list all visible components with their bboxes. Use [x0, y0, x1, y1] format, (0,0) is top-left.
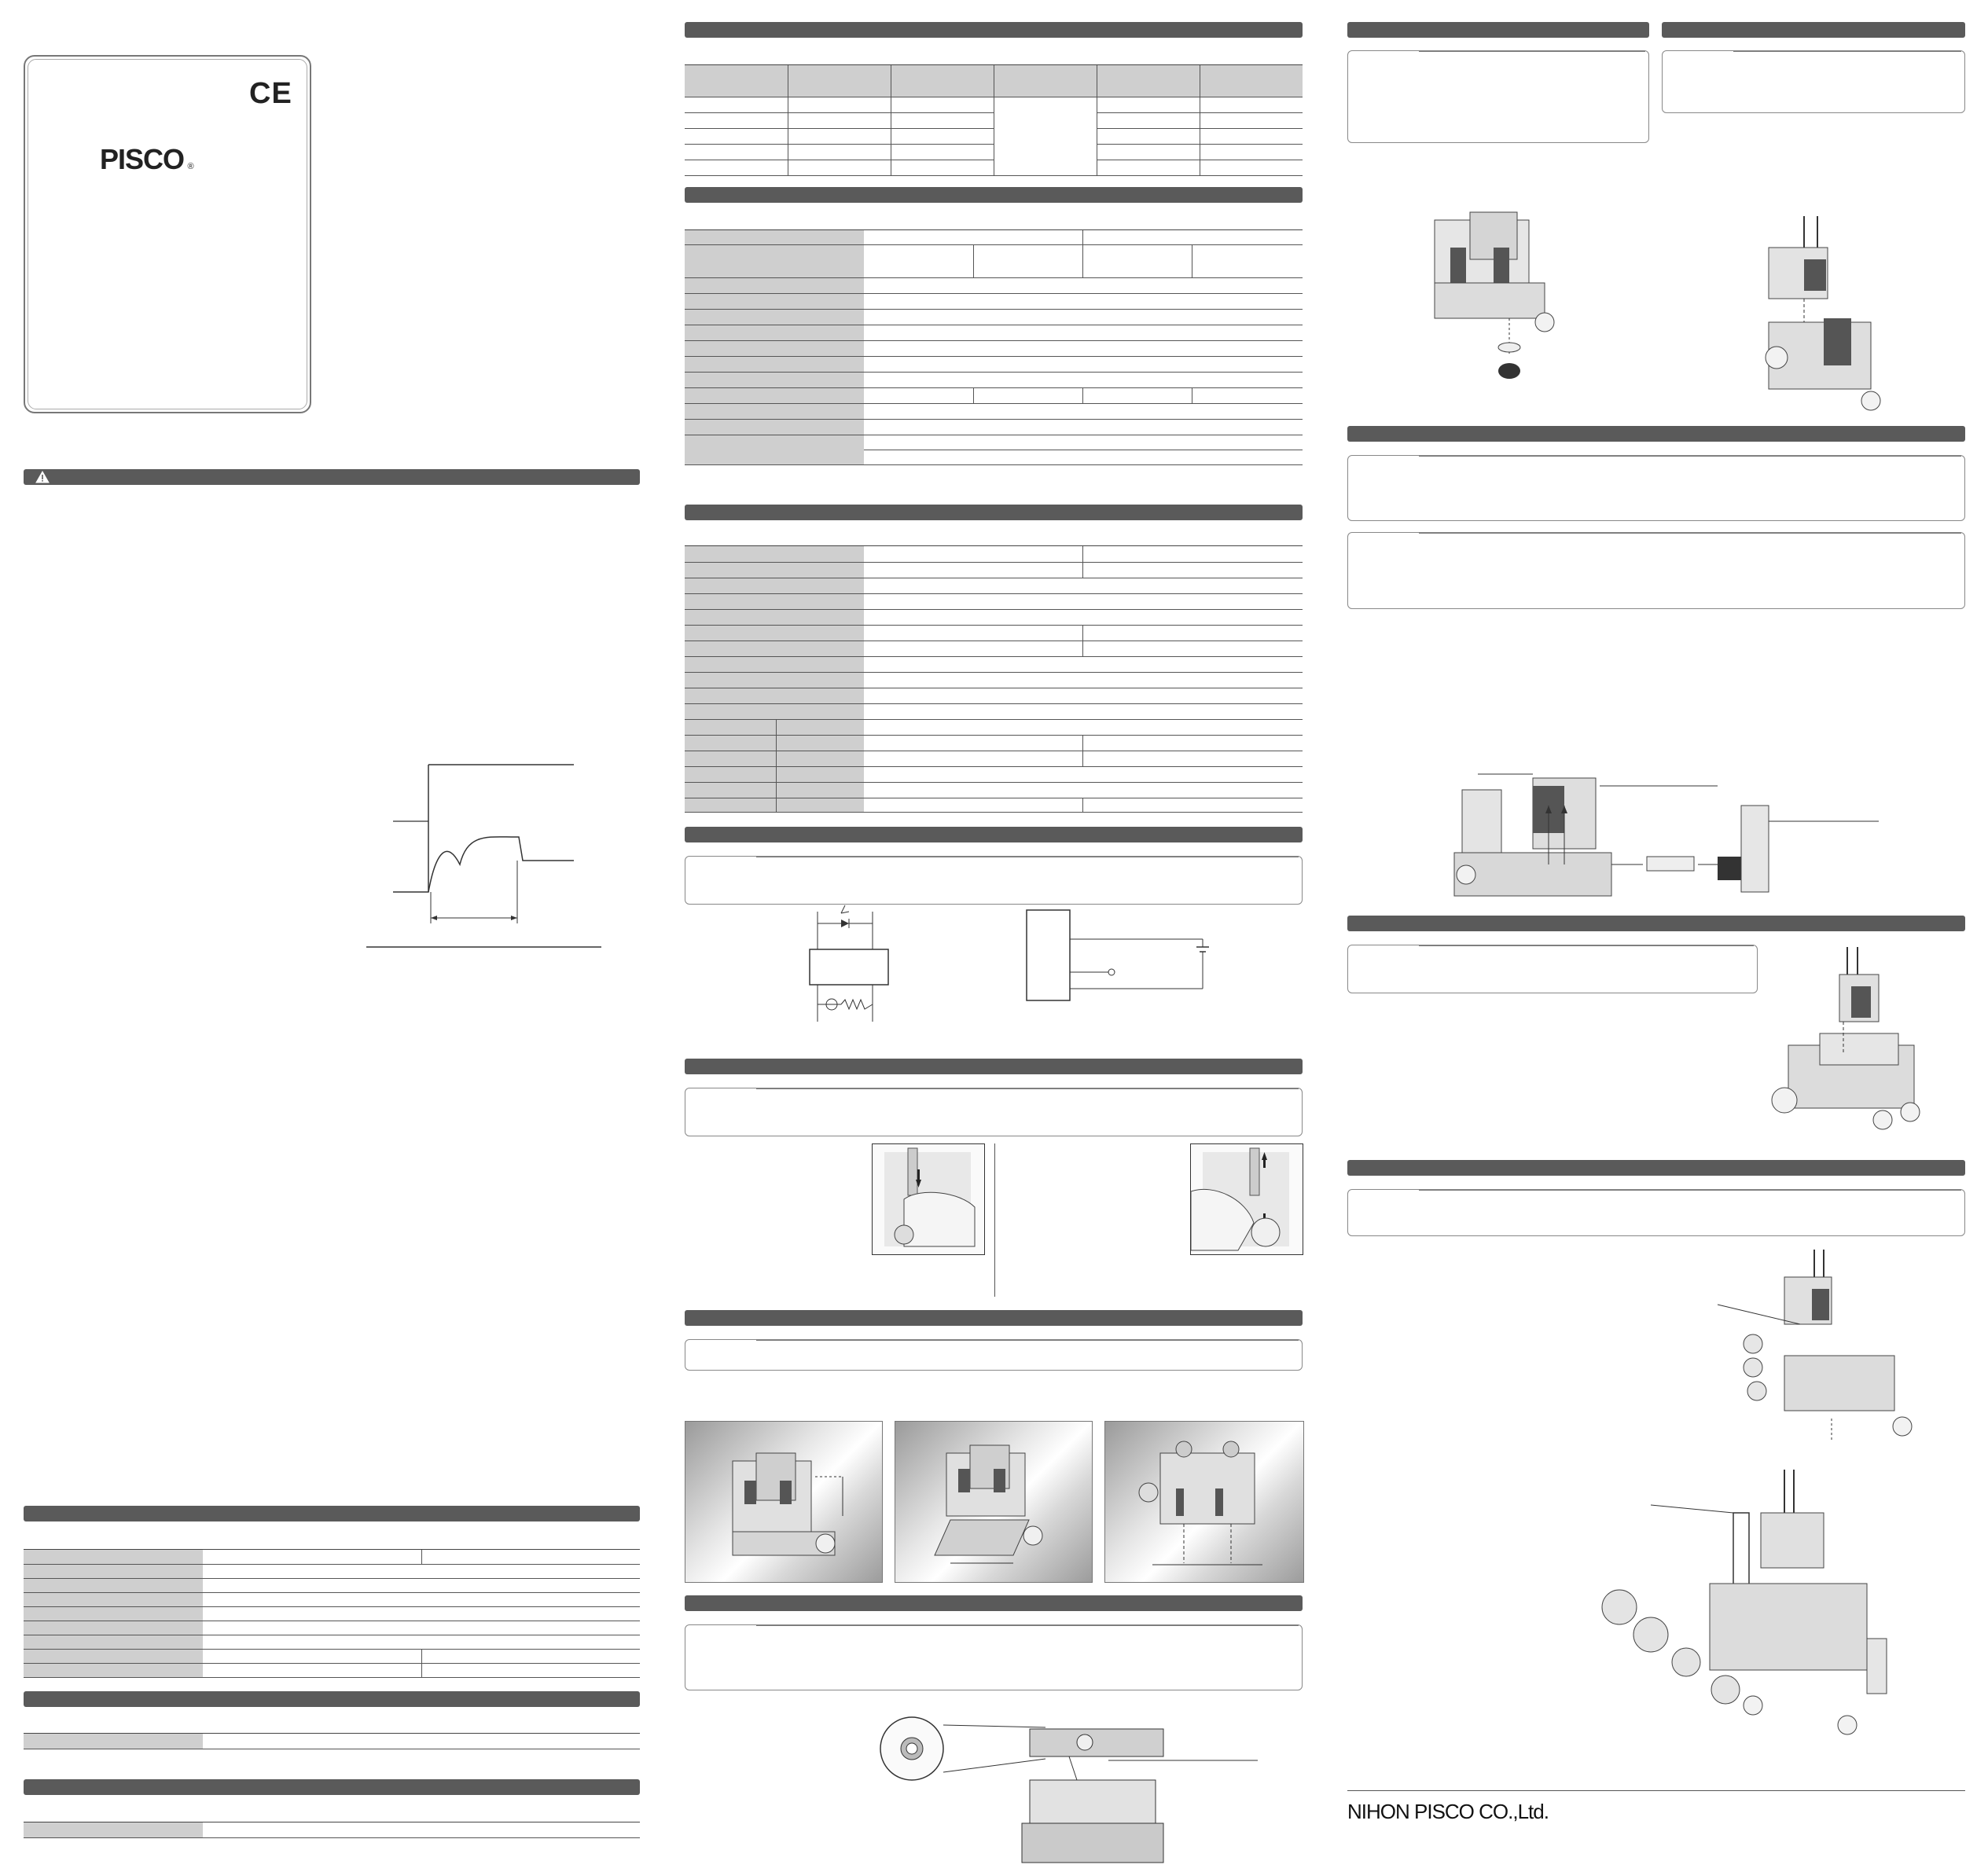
table-row [685, 230, 1303, 245]
table-row [24, 1822, 640, 1838]
fitting-note-box [1347, 1189, 1965, 1236]
pisco-logo [100, 143, 194, 176]
spec-table-3 [24, 1822, 640, 1838]
solenoid-table [685, 545, 1303, 812]
table-row [685, 419, 1303, 435]
connector-note-box-2 [1347, 532, 1965, 609]
table-row [685, 356, 1303, 373]
merged-cell [994, 97, 1097, 174]
footer-rule [1347, 1790, 1965, 1791]
manual-override-push-photo [872, 1143, 985, 1255]
manual-override-lock-svg [1191, 1144, 1303, 1254]
model-table [685, 64, 1303, 175]
table-row [685, 609, 1303, 626]
table-row [685, 625, 1303, 641]
filter-replacement-svg [1423, 204, 1564, 397]
table-row [685, 703, 1303, 720]
manifold-note-box [1347, 945, 1758, 993]
spec-section-bar-2 [24, 1691, 640, 1707]
table-row [24, 1592, 640, 1607]
table-row [685, 325, 1303, 341]
cell-divider [973, 244, 974, 277]
warning-section-bar [24, 469, 640, 485]
table-row [685, 293, 1303, 310]
exhaust-filter-diagram [873, 1705, 1266, 1867]
table-row [685, 656, 1303, 673]
table-row [24, 1550, 640, 1565]
circuit-note-box [685, 856, 1303, 905]
table-row [685, 546, 1303, 563]
mounting-direct-svg [685, 1422, 882, 1582]
circuit-diagram-right-svg [1022, 908, 1218, 1002]
connector-note-box-1 [1347, 455, 1965, 521]
table-row [685, 719, 1303, 736]
table-row [24, 1578, 640, 1593]
mounting-bracket-svg [895, 1422, 1092, 1582]
table-row [24, 1621, 640, 1635]
company-name: NIHON PISCO CO.,Ltd. [1347, 1800, 1549, 1823]
replace-section-bar-left [1347, 22, 1649, 38]
cover-inner-border [28, 59, 307, 409]
pisco-logo-text: PISCO [100, 143, 185, 175]
warning-triangle-icon [35, 470, 50, 484]
manual-override-note-box [685, 1088, 1303, 1136]
table-row [685, 641, 1303, 657]
spec-table-2 [24, 1733, 640, 1749]
replace-section-bar-right [1662, 22, 1965, 38]
mounting-section-bar [685, 1310, 1303, 1326]
cell-divider [776, 719, 777, 812]
solenoid-section-bar [685, 505, 1303, 520]
replace-note-box-left [1347, 50, 1649, 143]
manual-override-push-svg [873, 1144, 984, 1254]
exhaust-section-bar [685, 1595, 1303, 1611]
cell-divider [973, 387, 974, 403]
exhaust-filter-svg [873, 1705, 1266, 1867]
table-row [685, 403, 1303, 420]
connector-assembly-diagram [1446, 758, 1887, 916]
override-divider [994, 1143, 995, 1297]
manual-override-lock-photo [1190, 1143, 1303, 1255]
table-row [685, 562, 1303, 578]
replace-note-box-right [1662, 50, 1965, 113]
connector-assembly-svg [1446, 758, 1887, 916]
cell-divider [1082, 546, 1083, 578]
solenoid-replacement-diagram [1761, 212, 1894, 420]
table-row [685, 578, 1303, 594]
spec-section-bar-3 [24, 1779, 640, 1795]
solenoid-replacement-svg [1761, 212, 1894, 420]
fitting-assembly-diagram-1 [1714, 1246, 1926, 1454]
table-row [685, 372, 1303, 388]
cell-divider [421, 1550, 422, 1564]
exhaust-note-box [685, 1624, 1303, 1690]
connector-section-bar [1347, 426, 1965, 442]
manifold-section-bar [1347, 916, 1965, 931]
spec-table-1 [24, 1549, 640, 1677]
cell-divider [788, 144, 891, 145]
table-row [685, 798, 1303, 813]
ce-mark: CE [249, 77, 292, 110]
cell-divider [1082, 387, 1083, 403]
fitting-assembly-diagram-2 [1588, 1466, 1926, 1760]
table-row [24, 1663, 640, 1678]
manifold-assembly-diagram [1765, 943, 1938, 1140]
circuit-section-bar [685, 827, 1303, 842]
manifold-assembly-svg [1765, 943, 1938, 1140]
mounting-photo-direct [685, 1421, 883, 1583]
table-row [24, 1635, 640, 1650]
fitting-assembly-1-svg [1714, 1246, 1926, 1454]
table-row [685, 688, 1303, 704]
table-row [685, 782, 1303, 798]
table-row [685, 244, 1303, 278]
circuit-diagram-left-svg [794, 904, 904, 1030]
merged-cell [788, 97, 891, 174]
mounting-din-rail-svg [1105, 1422, 1303, 1582]
table-row [685, 309, 1303, 325]
table-row [685, 735, 1303, 751]
cell-divider [1082, 625, 1083, 656]
table-row [24, 1564, 640, 1579]
fitting-assembly-2-svg [1588, 1466, 1926, 1760]
circuit-diagram-right [1022, 908, 1218, 1002]
response-waveform-svg [362, 762, 613, 951]
table-row [685, 593, 1303, 610]
table-row [685, 672, 1303, 688]
cell-divider [421, 1649, 422, 1677]
specification-section-bar [685, 187, 1303, 203]
mounting-photo-bracket [895, 1421, 1093, 1583]
table-row [24, 1734, 640, 1749]
fitting-section-bar [1347, 1160, 1965, 1176]
response-waveform-diagram [362, 762, 613, 951]
table-row [685, 340, 1303, 357]
cover-panel [24, 55, 311, 413]
cell-divider [1082, 798, 1083, 812]
table-row [685, 766, 1303, 783]
circuit-diagram-left [794, 904, 904, 1030]
mounting-photo-din-rail [1104, 1421, 1304, 1583]
table-row [685, 387, 1303, 404]
spec-section-bar-1 [24, 1506, 640, 1521]
pisco-logo-registered: ® [187, 162, 194, 171]
cell-divider [1082, 735, 1083, 766]
table-row [24, 1649, 640, 1664]
specification-table [685, 229, 1303, 464]
manual-override-section-bar [685, 1059, 1303, 1074]
model-section-bar [685, 22, 1303, 38]
table-row [685, 751, 1303, 767]
filter-replacement-diagram [1423, 204, 1564, 397]
table-row [685, 277, 1303, 294]
table-row [24, 1606, 640, 1621]
cell-divider [1082, 230, 1083, 277]
mounting-note-box [685, 1339, 1303, 1371]
